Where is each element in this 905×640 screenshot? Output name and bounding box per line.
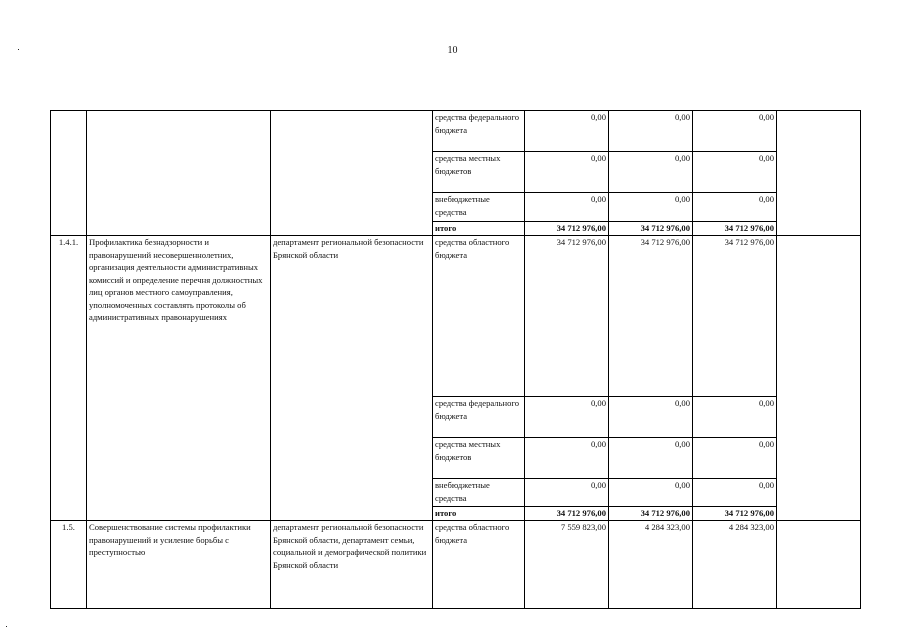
item-executor: департамент региональной безопасности Брянской области, департамент семьи, социальной и демографической политики Брянской области [271, 521, 433, 609]
table-row [51, 111, 861, 152]
amount-cell: 0,00 [609, 152, 693, 193]
source-cell: средства местных бюджетов [433, 438, 525, 479]
amount-cell-total: 34 712 976,00 [609, 222, 693, 236]
source-cell: внебюджетные средства [433, 479, 525, 507]
source-cell: средства федерального бюджета [433, 111, 525, 152]
note-cell-empty [777, 236, 861, 521]
amount-cell: 0,00 [693, 152, 777, 193]
amount-cell: 34 712 976,00 [609, 236, 693, 397]
page-number: 10 [447, 45, 458, 56]
amount-cell-total: 34 712 976,00 [693, 222, 777, 236]
amount-cell: 0,00 [525, 438, 609, 479]
amount-cell: 0,00 [609, 111, 693, 152]
amount-cell: 0,00 [609, 397, 693, 438]
amount-cell: 0,00 [693, 438, 777, 479]
amount-cell: 7 559 823,00 [525, 521, 609, 609]
scan-speck [18, 49, 19, 50]
source-cell: средства федерального бюджета [433, 397, 525, 438]
note-cell-empty [777, 111, 861, 236]
amount-cell: 0,00 [525, 152, 609, 193]
amount-cell: 0,00 [525, 397, 609, 438]
amount-cell: 34 712 976,00 [693, 236, 777, 397]
source-cell: средства областного бюджета [433, 521, 525, 609]
amount-cell: 4 284 323,00 [693, 521, 777, 609]
scan-speck [6, 626, 7, 627]
amount-cell: 34 712 976,00 [525, 236, 609, 397]
amount-cell: 0,00 [525, 193, 609, 222]
name-cell-empty [87, 111, 271, 236]
amount-cell: 0,00 [609, 479, 693, 507]
item-code: 1.4.1. [51, 236, 87, 521]
source-cell-total: итого [433, 222, 525, 236]
code-cell-empty [51, 111, 87, 236]
note-cell-empty [777, 521, 861, 609]
amount-cell-total: 34 712 976,00 [609, 507, 693, 521]
source-cell: средства областного бюджета [433, 236, 525, 397]
source-cell-total: итого [433, 507, 525, 521]
item-code: 1.5. [51, 521, 87, 609]
item-name: Совершенствование системы профилактики правонарушений и усиление борьбы с преступностью [87, 521, 271, 609]
amount-cell: 0,00 [525, 479, 609, 507]
budget-table [50, 110, 861, 609]
amount-cell: 0,00 [693, 397, 777, 438]
amount-cell-total: 34 712 976,00 [693, 507, 777, 521]
amount-cell: 0,00 [693, 193, 777, 222]
amount-cell-total: 34 712 976,00 [525, 507, 609, 521]
table-row [51, 236, 861, 397]
table-row [51, 521, 861, 609]
amount-cell-total: 34 712 976,00 [525, 222, 609, 236]
executor-cell-empty [271, 111, 433, 236]
amount-cell: 0,00 [693, 479, 777, 507]
source-cell: средства местных бюджетов [433, 152, 525, 193]
item-name: Профилактика безнадзорности и правонарушений несовершеннолетних, организация деятельности административных комиссий и определение перечня должностных лиц органов местного самоуправления, уполномоченных составлять протоколы об административных правонарушениях [87, 236, 271, 521]
item-executor: департамент региональной безопасности Брянской области [271, 236, 433, 521]
amount-cell: 0,00 [693, 111, 777, 152]
amount-cell: 4 284 323,00 [609, 521, 693, 609]
amount-cell: 0,00 [525, 111, 609, 152]
amount-cell: 0,00 [609, 438, 693, 479]
source-cell: внебюджетные средства [433, 193, 525, 222]
amount-cell: 0,00 [609, 193, 693, 222]
